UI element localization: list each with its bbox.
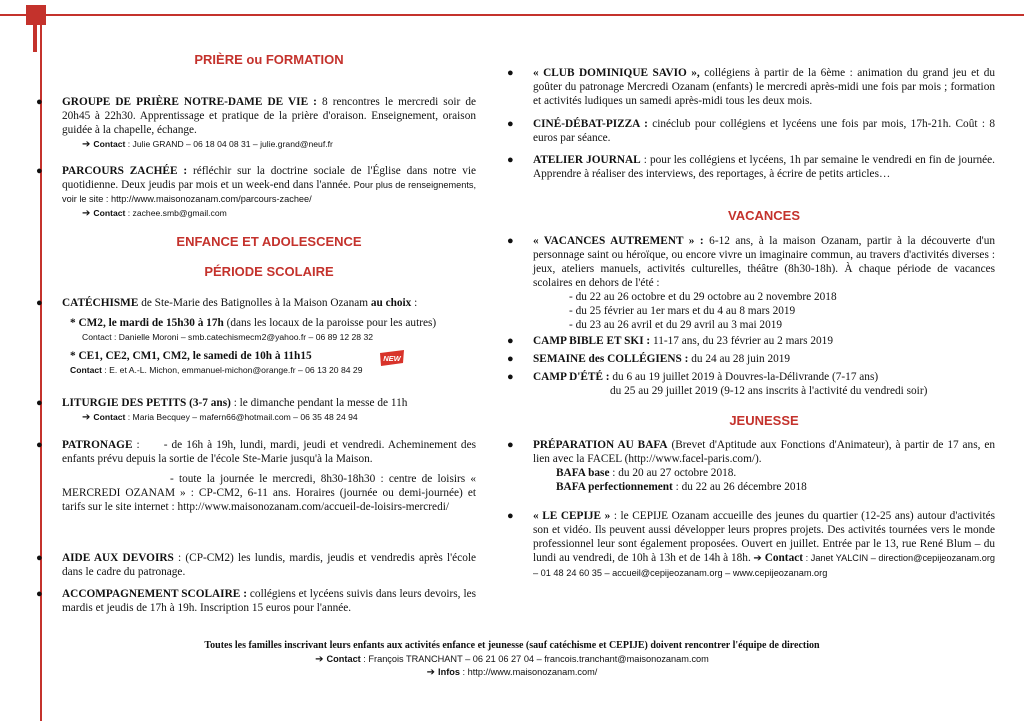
arrow-right-icon: ➔ <box>82 139 91 150</box>
bullet-icon: ● <box>36 96 43 108</box>
accompagnement-item: ● ACCOMPAGNEMENT SCOLAIRE : collégiens et lycéens suivis dans leurs devoirs, les mardis et jeudis de 17h à 19h. Inscription 15 euros pour l'année. <box>36 588 476 614</box>
bullet-icon: ● <box>507 118 514 130</box>
item-title: GROUPE DE PRIÈRE NOTRE-DAME DE VIE : <box>62 96 317 108</box>
item-site: Pour plus de renseignements, voir le site : http://www.maisonozanam.com/parcours-zachee/ <box>62 180 477 204</box>
bullet-icon: ● <box>36 165 43 177</box>
patronage-text2: - toute la journée le mercredi, 8h30-18h30 : centre de loisirs « MERCREDI OZANAM » : CP-CM2, 6-11 ans. Horaires (journée ou demi-journée) et tarifs sur le site internet : http://www.maisonozanam.com/accueil-de-loisirs-mercredi/ <box>62 473 476 513</box>
heading-vacances: VACANCES <box>728 208 800 223</box>
liturgie-item: ● LITURGIE DES PETITS (3-7 ans) : le dimanche pendant la messe de 11h ➔ Contact : Maria Becquey – mafern66@hotmail.com – 06 35 48 24 94 <box>62 396 476 424</box>
arrow-right-icon: ➔ <box>426 667 436 678</box>
atelier-journal-item: ● ATELIER JOURNAL : pour les collégiens et lycéens, 1h par semaine le vendredi en fin de journée. Apprendre à réaliser des interviews, des reportages, à écrire de petits articles… <box>507 154 995 180</box>
bullet-icon: ● <box>507 235 514 247</box>
arrow-right-icon: ➔ <box>82 208 91 219</box>
cepije-item: ● « LE CEPIJE » : le CEPIJE Ozanam accueille des jeunes du quartier (12-25 ans) autour d'activités son et vidéo. Ils peuvent aussi développer leurs propres projets. Des activités tournées vers le monde professionnel leur sont également proposées. Ouvert en juillet. Entrée par le 13, rue René Blum – du lundi au vendredi, de 10h à 13h et de 14h à 18h. ➔ Contact : Janet YALCIN – direction@cepijeozanam.org – 01 48 24 60 35 – accueil@cepijeozanam.org – www.cepijeozanam.org <box>507 510 995 578</box>
parcours-zachee-item <box>36 164 477 220</box>
new-badge-icon <box>378 349 406 367</box>
patronage-item: ● PATRONAGE : - de 16h à 19h, lundi, mardi, jeudi et vendredi. Acheminement des enfants prévu depuis la sortie de l'école Ste-Marie jusqu'à la Maison. - toute la journée le mercredi, 8h30-18h30 : centre de loisirs « MERCREDI OZANAM » : CP-CM2, 6-11 ans. Horaires (journée ou demi-journée) et tarifs sur le site internet : http://www.maisonozanam.com/accueil-de-loisirs-mercredi/ <box>36 439 476 513</box>
vacances-autrement-item: ● « VACANCES AUTREMENT » : 6-12 ans, à la maison Ozanam, partir à la découverte d'un personnage saint ou héroïque, ou encore vivre un imaginaire commun, au travers d'activités diverses : jeux, ateliers manuels, activités culturelles, théâtre (8h30-18h). À chaque période de vacances scolaires en dehors de l'été : - du 22 au 26 octobre et du 29 octobre au 2 novembre 2018 - du 25 février au 1er mars et du 4 au 8 mars 2019 - du 23 au 26 avril et du 29 avril au 3 mai 2019 <box>507 235 995 331</box>
footer-block <box>0 639 1024 679</box>
club-savio-item: ● « CLUB DOMINIQUE SAVIO », collégiens à partir de la 6ème : animation du grand jeu et du goûter du patronage Mercredi Ozanam (enfants) le mercredi après-midi une fois par mois ; formation et activités ludiques un samedi après-midi tous les deux mois. <box>507 67 996 107</box>
ce-contact: Contact : E. et A.-L. Michon, emmanuel-michon@orange.fr – 06 13 20 84 29 <box>70 365 363 375</box>
bullet-icon: ● <box>36 439 43 451</box>
footer-infos: ➔ Infos : http://www.maisonozanam.com/ <box>426 667 598 678</box>
contact-line: ➔ Contact : zachee.smb@gmail.com <box>82 208 227 219</box>
contact-line: ➔ Contact : Maria Becquey – mafern66@hotmail.com – 06 35 48 24 94 <box>82 412 358 423</box>
footer-notice: Toutes les familles inscrivant leurs enfants aux activités enfance et jeunesse (sauf catéchisme et CEPIJE) doivent rencontrer l'équipe de direction <box>204 640 820 651</box>
cm2-title: * CM2, le mardi de 15h30 à 17h <box>70 317 224 329</box>
semaine-collegiens-item: ● SEMAINE des COLLÉGIENS : du 24 au 28 juin 2019 <box>507 353 791 365</box>
bullet-icon: ● <box>507 510 514 522</box>
camp-ete-item: ● CAMP D'ÉTÉ : du 6 au 19 juillet 2019 à Douvres-la-Délivrande (7-17 ans) du 25 au 29 juillet 2019 (9-12 ans inscrits à l'activité du vendredi soir) <box>533 370 995 398</box>
camp-ete-text2: du 25 au 29 juillet 2019 (9-12 ans inscrits à l'activité du vendredi soir) <box>610 385 928 397</box>
date-line: - du 22 au 26 octobre et du 29 octobre au 2 novembre 2018 <box>569 291 837 303</box>
heading-priere: PRIÈRE ou FORMATION <box>194 52 344 67</box>
heading-jeunesse: JEUNESSE <box>729 413 799 428</box>
bullet-icon: ● <box>507 67 514 79</box>
heading-enfance: ENFANCE ET ADOLESCENCE <box>176 234 362 249</box>
bullet-icon: ● <box>36 397 43 409</box>
bullet-icon: ● <box>507 371 514 383</box>
svg-text:NEW: NEW <box>383 354 401 363</box>
footer-contact: ➔ Contact : François TRANCHANT – 06 21 06 27 04 – francois.tranchant@maisonozanam.com <box>315 654 709 665</box>
item-title: PARCOURS ZACHÉE : <box>62 165 188 177</box>
bullet-icon: ● <box>36 297 43 309</box>
bullet-icon: ● <box>507 439 514 451</box>
red-frame-top <box>0 14 1024 16</box>
catechisme-item: ● CATÉCHISME de Ste-Marie des Batignolles à la Maison Ozanam au choix : * CM2, le mardi de 15h30 à 17h (dans les locaux de la paroisse pour les autres) Contact : Danielle Moroni – smb.catechismecm2@yahoo.fr – 06 89 12 28 32 * CE1, CE2, CM1, CM2, le samedi de 10h à 11h15 Contact : E. et A.-L. Michon, emmanuel-michon@orange.fr – 06 13 20 84 29 <box>62 296 476 376</box>
date-line: - du 25 février au 1er mars et du 4 au 8 mars 2019 <box>569 305 796 317</box>
contact-line: ➔ Contact : Julie GRAND – 06 18 04 08 31 – julie.grand@neuf.fr <box>82 139 333 150</box>
arrow-right-icon: ➔ <box>315 654 324 665</box>
bullet-icon: ● <box>507 335 514 347</box>
bullet-icon: ● <box>507 154 514 166</box>
bullet-icon: ● <box>507 353 514 365</box>
cine-debat-item: ● CINÉ-DÉBAT-PIZZA : cinéclub pour collégiens et lycéens une fois par mois, 17h-21h. Coût : 8 euros par séance. <box>507 118 995 144</box>
bullet-icon: ● <box>36 588 43 600</box>
aide-devoirs-item: ● AIDE AUX DEVOIRS : (CP-CM2) les lundis, mardis, jeudis et vendredis après l'école dans le cadre du patronage. <box>36 552 477 578</box>
bullet-icon: ● <box>36 552 43 564</box>
arrow-right-icon: ➔ <box>750 553 762 564</box>
ce-title: * CE1, CE2, CM1, CM2, le samedi de 10h à 11h15 <box>70 350 312 362</box>
camp-bible-ski-item: ● CAMP BIBLE ET SKI : 11-17 ans, du 23 février au 2 mars 2019 <box>507 335 833 347</box>
date-line: - du 23 au 26 avril et du 29 avril au 3 mai 2019 <box>569 319 783 331</box>
item-text: réfléchir sur la doctrine sociale de l'Église dans notre vie quotidienne. Deux jeudis par mois et un week-end dans l'année. <box>62 165 476 191</box>
item-text: 8 rencontres le mercredi soir de 20h45 à 22h30. Apprentissage et pratique de la prière d'oraison. Enseignement, oraison guidée à la chapelle, échange. <box>62 96 476 136</box>
arrow-right-icon: ➔ <box>82 412 91 423</box>
groupe-priere-item <box>36 95 476 151</box>
heading-periode-scolaire: PÉRIODE SCOLAIRE <box>204 264 334 279</box>
cm2-contact: Contact : Danielle Moroni – smb.catechismecm2@yahoo.fr – 06 89 12 28 32 <box>82 332 374 342</box>
red-corner-stem <box>33 22 37 52</box>
bafa-item: ● PRÉPARATION AU BAFA (Brevet d'Aptitude aux Fonctions d'Animateur), à partir de 17 ans, en lien avec la FACEL (http://www.facel-paris.com/). BAFA base : du 20 au 27 octobre 2018. BAFA perfectionnement : du 22 au 26 décembre 2018 <box>507 439 995 493</box>
red-frame-left <box>40 14 42 721</box>
